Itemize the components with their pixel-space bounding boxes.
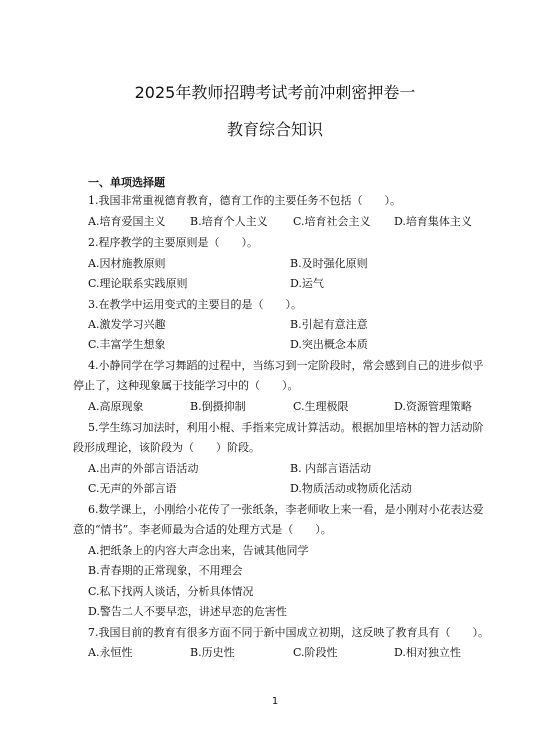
question-1-option-d: D.培育集体主义 <box>394 215 472 228</box>
question-1-option-a: A.培育爱国主义 <box>88 215 166 228</box>
question-5-stem-line-2: 段形成理论，该阶段为（ ）阶段。 <box>73 441 260 454</box>
question-4-stem-line-2: 停止了，这种现象属于技能学习中的（ ）。 <box>73 379 299 392</box>
question-6-stem-line-1: 6.数学课上，小刚给小花传了一张纸条，李老师收上来一看，是小刚对小花表达爱 <box>88 503 484 516</box>
question-5-option-a: A.出声的外部言语活动 <box>88 462 199 475</box>
page-subtitle: 教育综合知识 <box>226 120 323 139</box>
question-5-option-d: D.物质活动或物质化活动 <box>290 482 412 495</box>
question-7-option-d: D.相对独立性 <box>394 646 461 659</box>
page-number: 1 <box>271 696 279 707</box>
question-2-stem: 2.程序教学的主要原则是（ ）。 <box>88 236 258 249</box>
question-2-option-b: B.及时强化原则 <box>290 257 368 270</box>
question-6-option-c: C.私下找两人谈话，分析具体情况 <box>88 585 254 598</box>
question-4-option-d: D.资源管理策略 <box>394 400 472 413</box>
question-4-stem-line-1: 4.小静同学在学习舞蹈的过程中，当练习到一定阶段时，常会感到自己的进步似乎 <box>88 359 484 372</box>
question-4-option-b: B.倒摄抑制 <box>190 400 246 413</box>
question-6-option-b: B.青春期的正常现象，不用理会 <box>88 564 243 577</box>
question-1-stem: 1.我国非常重视德育教育，德育工作的主要任务不包括（ ）。 <box>88 194 401 207</box>
question-2-option-d: D.运气 <box>290 277 324 290</box>
question-3-option-c: C.丰富学生想象 <box>88 338 166 351</box>
section-heading: 一、单项选择题 <box>88 176 165 189</box>
question-7-option-c: C.阶段性 <box>293 646 338 659</box>
question-7-stem: 7.我国目前的教育有很多方面不同于新中国成立初期，这反映了教育具有（ ）。 <box>88 626 489 639</box>
question-1-option-c: C.培育社会主义 <box>293 215 371 228</box>
question-5-option-b: B. 内部言语活动 <box>290 462 372 475</box>
question-1-option-b: B.培育个人主义 <box>190 215 268 228</box>
question-5-stem-line-1: 5.学生练习加法时，利用小棍、手指来完成计算活动。根据加里培林的智力活动阶 <box>88 421 484 434</box>
question-6-option-a: A.把纸条上的内容大声念出来，告诫其他同学 <box>88 544 309 557</box>
question-4-option-c: C.生理极限 <box>293 400 349 413</box>
question-5-option-c: C.无声的外部言语 <box>88 482 177 495</box>
question-2-option-a: A.因材施教原则 <box>88 257 166 270</box>
question-3-option-b: B.引起有意注意 <box>290 318 368 331</box>
question-3-stem: 3.在教学中运用变式的主要目的是（ ）。 <box>88 298 302 311</box>
question-4-option-a: A.高原现象 <box>88 400 144 413</box>
question-6-stem-line-2: 意的“情书”。李老师最为合适的处理方式是（ ）。 <box>73 523 332 536</box>
question-3-option-a: A.激发学习兴趣 <box>88 318 166 331</box>
question-7-option-b: B.历史性 <box>190 646 235 659</box>
question-2-option-c: C.理论联系实践原则 <box>88 277 188 290</box>
question-6-option-d: D.警告二人不要早恋，讲述早恋的危害性 <box>88 605 287 618</box>
page-title: 2025年教师招聘考试考前冲刺密押卷一 <box>134 83 416 102</box>
question-3-option-d: D.突出概念本质 <box>290 338 368 351</box>
question-7-option-a: A.永恒性 <box>88 646 133 659</box>
